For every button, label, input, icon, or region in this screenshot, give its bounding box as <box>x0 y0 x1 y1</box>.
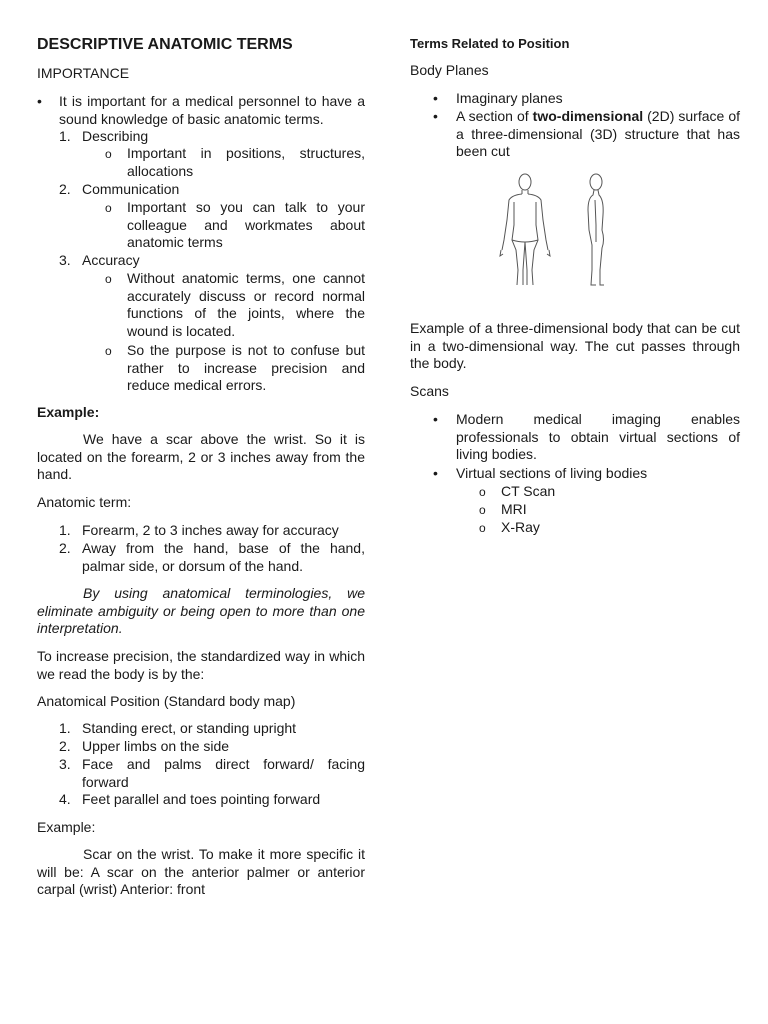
term-text: Forearm, 2 to 3 inches away for accuracy <box>82 522 339 538</box>
body-planes-label: Body Planes <box>410 62 489 78</box>
section-heading: Terms Related to Position <box>410 36 570 51</box>
scan-bullet: Virtual sections of living bodies <box>456 465 648 481</box>
importance-heading: IMPORTANCE <box>37 65 130 81</box>
item-label: Accuracy <box>82 252 140 268</box>
anatomic-term-label: Anatomic term: <box>37 494 132 510</box>
circle-glyph: o <box>105 272 112 286</box>
plane-bullet-2 <box>456 108 740 161</box>
scan-sub: MRI <box>501 501 527 517</box>
circle-glyph: o <box>105 344 112 358</box>
item-sub: Without anatomic terms, one cannot accurately discuss or record normal functions of the joints, where the wound is located. <box>127 270 365 339</box>
precision-text: To increase precision, the standardized way in which we read the body is by the: <box>37 648 365 682</box>
circle-glyph: o <box>479 485 486 499</box>
example2-heading: Example: <box>37 819 96 835</box>
page-title: DESCRIPTIVE ANATOMIC TERMS <box>37 36 293 53</box>
scans-label: Scans <box>410 383 449 399</box>
item-label: Communication <box>82 181 180 197</box>
position-num: 4. <box>59 791 71 807</box>
item-sub: So the purpose is not to confuse but rather to increase precision and reduce medical errors. <box>127 342 365 393</box>
bullet-glyph: • <box>433 90 438 106</box>
bullet-glyph: • <box>433 411 438 427</box>
circle-glyph: o <box>479 521 486 535</box>
plane-bullet-2-post: (2D) surface of a three-dimensional (3D) structure that has been cut <box>456 108 740 159</box>
item-num: 1. <box>59 128 71 144</box>
item-sub: Important so you can talk to your colleague and workmates about anatomic terms <box>127 199 365 250</box>
position-text: Face and palms direct forward/ facing forward <box>82 756 365 790</box>
item-num: 2. <box>59 181 71 197</box>
example-text: We have a scar above the wrist. So it is located on the forearm, 2 or 3 inches away from the hand. <box>37 431 365 482</box>
term-text: Away from the hand, base of the hand, palmar side, or dorsum of the hand. <box>82 540 365 574</box>
circle-glyph: o <box>105 201 112 215</box>
example2-text: Scar on the wrist. To make it more specific it will be: A scar on the anterior palmer or anterior carpal (wrist) Anterior: front <box>37 846 365 897</box>
plane-bullet-2-bold: two-dimensional <box>532 108 644 124</box>
circle-glyph: o <box>479 503 486 517</box>
position-num: 2. <box>59 738 71 754</box>
term-num: 2. <box>59 540 71 556</box>
position-num: 3. <box>59 756 71 772</box>
position-text: Upper limbs on the side <box>82 738 230 754</box>
example-heading: Example: <box>37 404 100 420</box>
italic-note: By using anatomical terminologies, we eliminate ambiguity or being open to more than one interpretation. <box>37 585 365 636</box>
circle-glyph: o <box>105 147 112 161</box>
plane-bullet-1: Imaginary planes <box>456 90 563 106</box>
bullet-glyph: • <box>37 93 42 109</box>
item-sub: Important in positions, structures, allocations <box>127 145 365 179</box>
item-num: 3. <box>59 252 71 268</box>
position-num: 1. <box>59 720 71 736</box>
item-label: Describing <box>82 128 149 144</box>
bullet-glyph: • <box>433 465 438 481</box>
importance-bullet: It is important for a medical personnel to have a sound knowledge of basic anatomic terms. <box>59 93 365 127</box>
position-text: Standing erect, or standing upright <box>82 720 297 736</box>
position-text: Feet parallel and toes pointing forward <box>82 791 321 807</box>
anatomical-position-label: Anatomical Position (Standard body map) <box>37 693 296 709</box>
plane-bullet-2-pre: A section of <box>456 108 533 124</box>
scan-bullet: Modern medical imaging enables professionals to obtain virtual sections of living bodies. <box>456 411 740 462</box>
scan-sub: X-Ray <box>501 519 540 535</box>
figure-caption: Example of a three-dimensional body that can be cut in a two-dimensional way. The cut passes through the body. <box>410 320 740 371</box>
bullet-glyph: • <box>433 108 438 124</box>
term-num: 1. <box>59 522 71 538</box>
body-figure-illustration <box>492 170 632 290</box>
scan-sub: CT Scan <box>501 483 556 499</box>
